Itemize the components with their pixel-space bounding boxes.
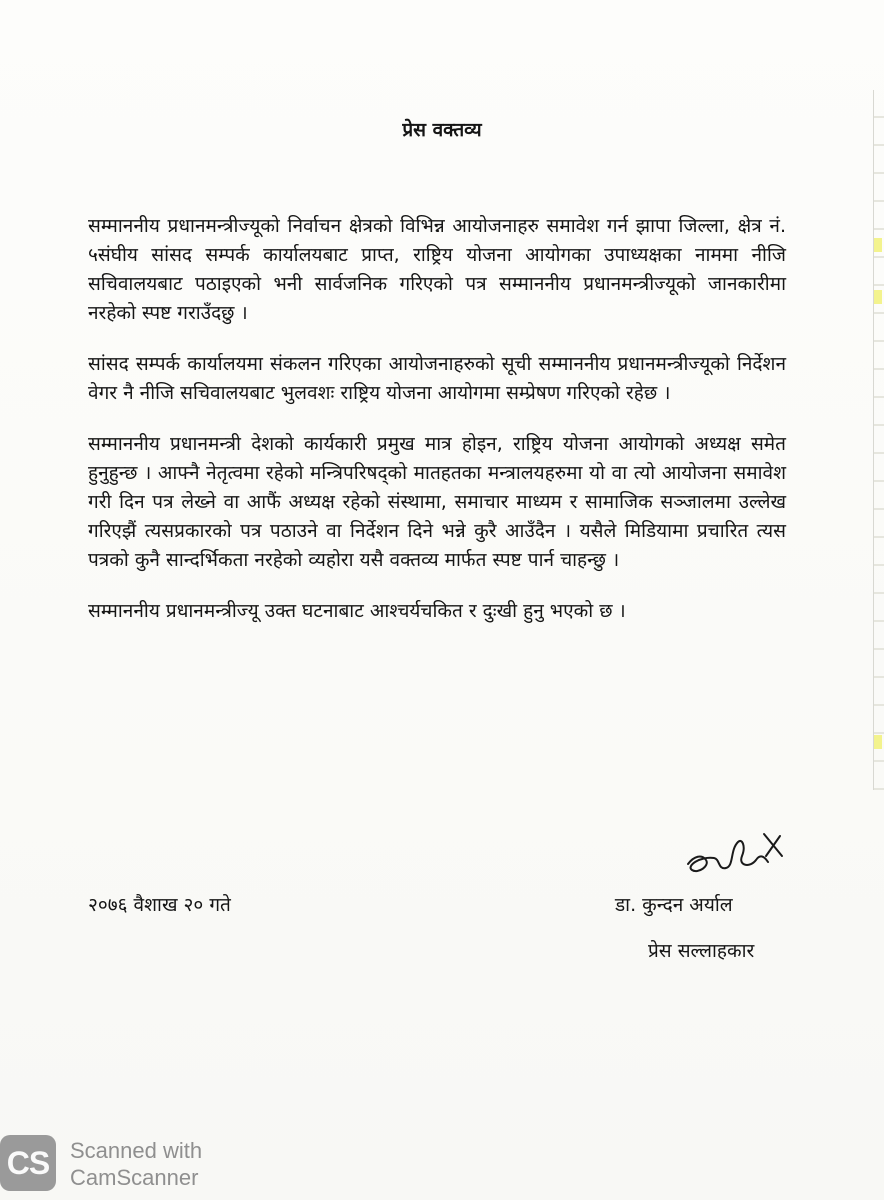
document-date: २०७६ वैशाख २० गते — [88, 894, 231, 916]
paragraph-3: सम्माननीय प्रधानमन्त्री देशको कार्यकारी प्रमुख मात्र होइन, राष्ट्रिय योजना आयोगको अध्यक्ष समेत हुनुहुन्छ । आफ्नै नेतृत्वमा रहेको मन्त्रिपरिषद्को मातहतका मन्त्रालयहरुमा यो वा त्यो आयोजना समावेश गरी दिन पत्र लेख्ने वा आफैं अध्यक्ष रहेको संस्थामा, समाचार माध्यम र सामाजिक सञ्जालमा उल्लेख गरिएझैं त्यसप्रकारको पत्र पठाउने वा निर्देशन दिने भन्ने कुरै आउँदैन । यसैले मिडियामा प्रचारित त्यस पत्रको कुनै सान्दर्भिकता नरहेको व्यहोरा यसै वक्तव्य मार्फत स्पष्ट पार्न चाहन्छु । — [88, 433, 786, 571]
camscanner-logo-icon: CS — [0, 1135, 56, 1191]
watermark-line-1: Scanned with — [70, 1138, 203, 1163]
watermark-line-2: CamScanner — [70, 1165, 199, 1190]
highlight-mark — [874, 735, 882, 749]
signatory-name: डा. कुन्दन अर्याल — [615, 894, 733, 916]
document-title: प्रेस वक्तव्य — [402, 119, 482, 141]
page-edge-strip — [873, 90, 884, 790]
signatory-role: प्रेस सल्लाहकार — [648, 940, 755, 962]
highlight-mark — [874, 290, 882, 304]
paragraph-2: सांसद सम्पर्क कार्यालयमा संकलन गरिएका आयोजनाहरुको सूची सम्माननीय प्रधानमन्त्रीज्यूको निर्देशन वेगर नै नीजि सचिवालयबाट भुलवशः राष्ट्रिय योजना आयोगमा सम्प्रेषण गरिएको रहेछ । — [88, 353, 786, 404]
scanner-watermark — [70, 1137, 202, 1191]
signature-icon — [680, 826, 790, 886]
paragraph-4: सम्माननीय प्रधानमन्त्रीज्यू उक्त घटनाबाट आश्चर्यचकित र दुःखी हुनु भएको छ । — [88, 600, 626, 622]
document-body — [88, 212, 786, 648]
paragraph-1: सम्माननीय प्रधानमन्त्रीज्यूको निर्वाचन क्षेत्रको विभिन्न आयोजनाहरु समावेश गर्न झापा जिल्ला, क्षेत्र नं. ५संघीय सांसद सम्पर्क कार्यालयबाट प्राप्त, राष्ट्रिय योजना आयोगका उपाध्यक्षका नाममा नीजि सचिवालयबाट पठाइएको भनी सार्वजनिक गरिएको पत्र सम्माननीय प्रधानमन्त्रीज्यूको जानकारीमा नरहेको स्पष्ट गराउँदछु । — [88, 215, 786, 324]
highlight-mark — [874, 238, 882, 252]
